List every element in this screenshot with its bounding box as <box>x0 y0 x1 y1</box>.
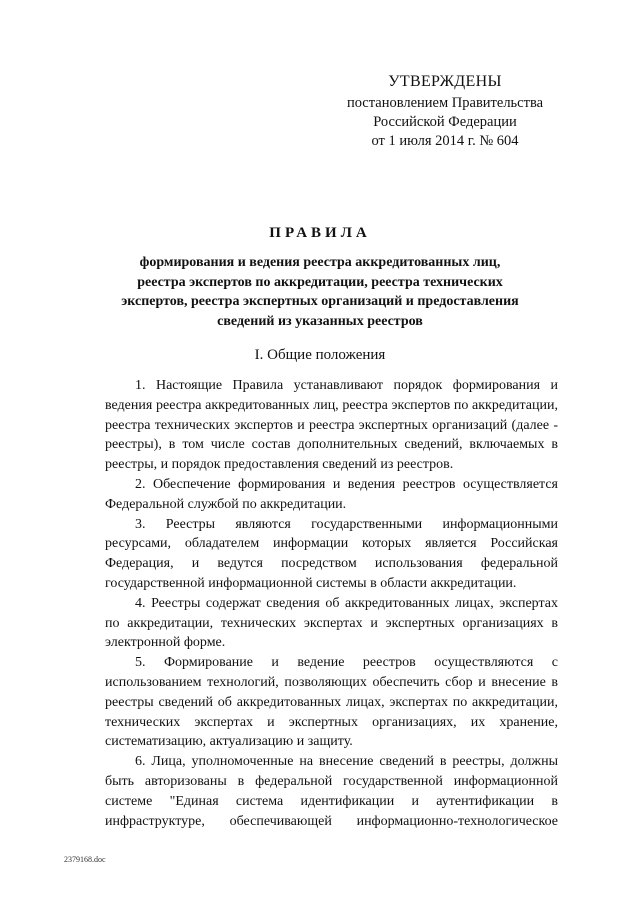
text-line: по аккредитации, технических экспертах и экспертных организациях в <box>105 615 558 631</box>
text-line: 5. Формирование и ведение реестров осуществляются с <box>135 655 558 671</box>
text-line: использованием технологий, позволяющих обеспечить сбор и внесение в <box>105 674 558 690</box>
subtitle-line: экспертов, реестра экспертных организаций и предоставления <box>121 294 519 309</box>
paragraph <box>105 376 558 475</box>
text-line: реестра технических экспертов и реестра экспертных организаций (далее - <box>105 417 558 433</box>
text-line: систематизацию, актуализацию и защиту. <box>105 734 353 750</box>
text-line: 1. Настоящие Правила устанавливают порядок формирования и <box>135 378 558 393</box>
text-line: ресурсами, обладателем информации которых является Российская <box>105 536 558 552</box>
approval-line: от 1 июля 2014 г. № 604 <box>371 133 519 149</box>
document-body <box>105 376 558 831</box>
text-line: электронной форме. <box>105 635 226 651</box>
approval-heading: УТВЕРЖДЕНЫ <box>388 73 502 90</box>
paragraph <box>105 515 558 594</box>
paragraph <box>105 653 558 752</box>
text-line: реестры сведений об аккредитованных лицах, экспертах по аккредитации, <box>105 694 558 710</box>
text-line: технических экспертах и экспертных организациях, их хранение, <box>105 714 558 730</box>
text-line: 3. Реестры являются государственными информационными <box>135 516 558 532</box>
text-line: 2. Обеспечение формирования и ведения реестров осуществляется <box>135 476 558 492</box>
text-line: реестры), в том числе состав дополнительных сведений, включаемых в <box>105 437 558 453</box>
text-line: Федерация, и ведутся посредством использования федеральной <box>105 556 558 572</box>
subtitle-line: реестра экспертов по аккредитации, реестра технических <box>137 274 503 290</box>
document-subtitle <box>80 253 560 331</box>
text-line: реестры, и порядок предоставления сведений из реестров. <box>105 457 454 473</box>
paragraph <box>105 475 558 515</box>
text-line: государственной информационной системы в области аккредитации. <box>105 575 517 591</box>
text-line: Федеральной службой по аккредитации. <box>105 496 347 512</box>
approval-line: постановлением Правительства <box>346 95 544 111</box>
text-line: 6. Лица, уполномоченные на внесение сведений в реестры, должны <box>135 754 558 770</box>
text-line: системе "Единая система идентификации и аутентификации в <box>105 793 558 809</box>
text-line: инфраструктуре, обеспечивающей информационно-технологическое <box>105 813 558 829</box>
subtitle-line: формирования и ведения реестра аккредитованных лиц, <box>139 255 501 270</box>
subtitle-line: сведений из указанных реестров <box>217 313 423 329</box>
paragraph <box>105 752 558 831</box>
text-line: 4. Реестры содержат сведения об аккредитованных лицах, экспертах <box>135 595 558 611</box>
section-title: I. Общие положения <box>254 347 386 363</box>
text-line: быть авторизованы в федеральной государственной информационной <box>105 773 558 789</box>
text-line: ведения реестра аккредитованных лиц, реестра экспертов по аккредитации, <box>105 397 558 413</box>
paragraph <box>105 594 558 653</box>
file-reference: 2379168.doc <box>64 855 106 864</box>
document-title: ПРАВИЛА <box>269 225 371 241</box>
approval-block <box>330 72 560 151</box>
approval-line: Российской Федерации <box>373 114 517 130</box>
